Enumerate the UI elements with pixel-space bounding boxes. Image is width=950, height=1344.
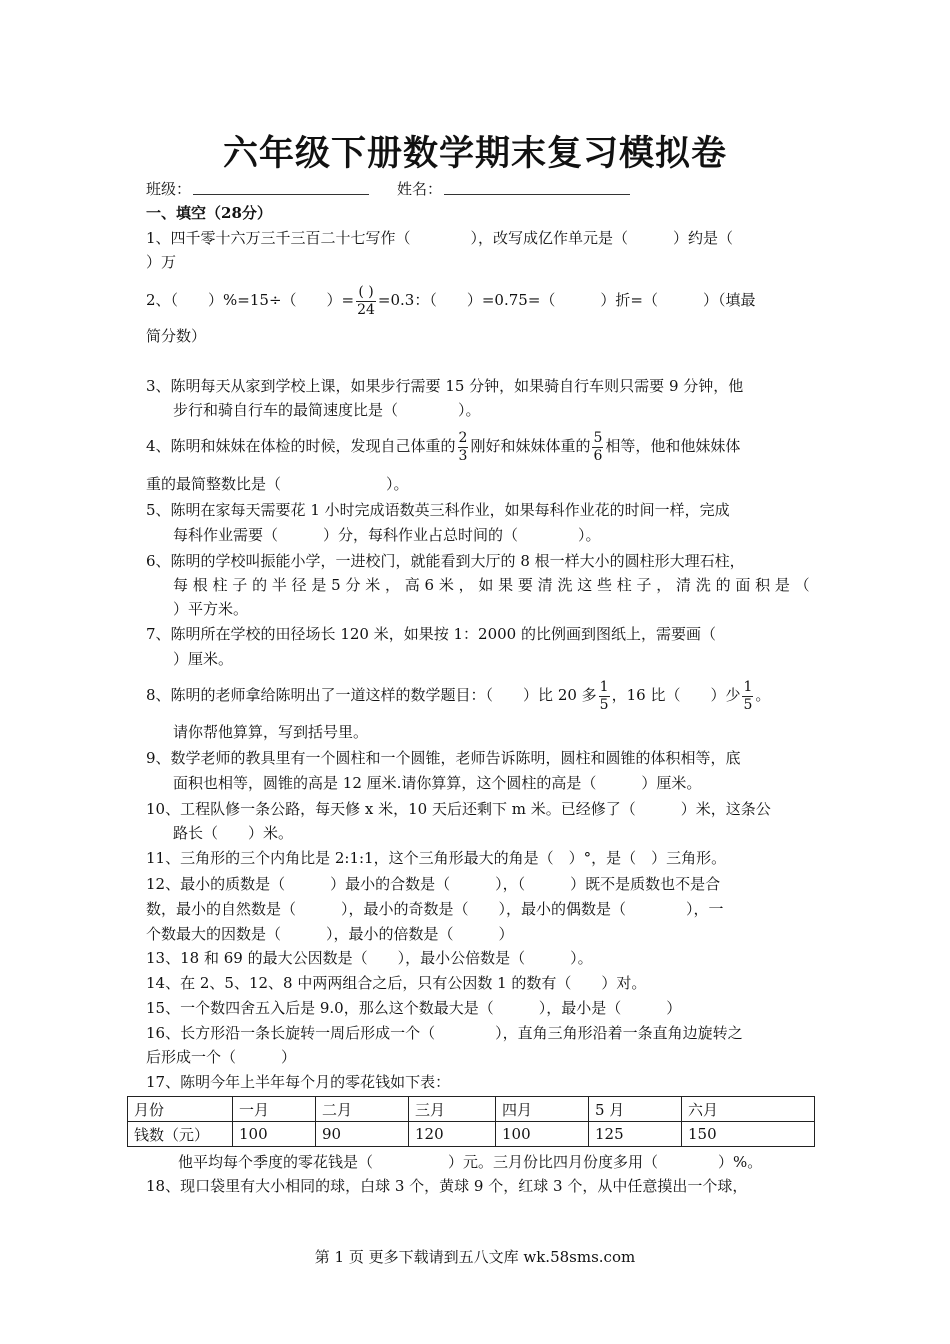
question-5-line-1: 5、陈明在家每天需要花 1 小时完成语数英三科作业，如果每科作业花的时间一样，完成 bbox=[146, 501, 730, 519]
question-16-line-1: 16、长方形沿一条长旋转一周后形成一个（ ），直角三角形沿着一条直角边旋转之 bbox=[146, 1024, 743, 1042]
question-11: 11、三角形的三个内角比是 2:1:1，这个三角形最大的角是（ ）°，是（ ）三角形。 bbox=[146, 849, 727, 867]
class-field-underline[interactable] bbox=[193, 194, 369, 195]
name-label: 姓名： bbox=[397, 180, 443, 198]
question-1-line-2: ）万 bbox=[146, 253, 177, 271]
question-4-line-1: 4、陈明和妹妹在体检的时候，发现自己体重的 $\frac{2}{3}$ 刚好和妹妹体重的 $\frac{5}{6}$ 相等，他和他妹妹体 bbox=[146, 429, 741, 464]
table-cell: 一月 bbox=[233, 1097, 316, 1122]
fraction: $\frac{2}{3}$ bbox=[458, 429, 468, 464]
question-1-line-1: 1、四千零十六万三千三百二十七写作（ ），改写成亿作单元是（ ）约是（ bbox=[146, 229, 734, 247]
table-cell: 5 月 bbox=[589, 1097, 682, 1122]
allowance-table bbox=[127, 1096, 815, 1147]
question-5-line-2: 每科作业需要（ ）分，每科作业占总时间的（ ）。 bbox=[173, 526, 601, 544]
table-cell: 六月 bbox=[682, 1097, 815, 1122]
table-cell: 100 bbox=[496, 1122, 589, 1147]
question-7-line-1: 7、陈明所在学校的田径场长 120 米，如果按 1：2000 的比例画到图纸上，需要画（ bbox=[146, 625, 716, 643]
question-13: 13、18 和 69 的最大公因数是（ ），最小公倍数是（ ）。 bbox=[146, 949, 593, 967]
question-2-line-1 bbox=[146, 280, 755, 320]
table-cell: 月份 bbox=[128, 1097, 233, 1122]
section-heading: 一、填空（28分） bbox=[146, 204, 272, 222]
question-14: 14、在 2、5、12、8 中两两组合之后，只有公因数 1 的数有（ ）对。 bbox=[146, 974, 647, 992]
question-17-followup: 他平均每个季度的零花钱是（ ）元。三月份比四月份度多用（ ）%。 bbox=[178, 1153, 763, 1171]
table-cell: 四月 bbox=[496, 1097, 589, 1122]
question-10-line-1: 10、工程队修一条公路，每天修 x 米，10 天后还剩下 m 米。已经修了（ ）米，这条公 bbox=[146, 800, 771, 818]
question-8-line-2: 请你帮他算算，写到括号里。 bbox=[173, 723, 369, 741]
question-8-line-1: 8、陈明的老师拿给陈明出了一道这样的数学题目：（ ）比 20 多 $\frac{1}{5}$ ，16 比（ ）少 $\frac{1}{5}$ 。 bbox=[146, 678, 771, 713]
table-cell: 钱数（元） bbox=[128, 1122, 233, 1147]
question-15: 15、一个数四舍五入后是 9.0，那么这个数最大是（ ），最小是（ ） bbox=[146, 999, 682, 1017]
page-title: 六年级下册数学期末复习模拟卷 bbox=[222, 133, 727, 174]
fraction: $\frac{1}{5}$ bbox=[743, 678, 753, 713]
question-2-text-a: 2、（ ）%=15÷（ ）= bbox=[146, 291, 355, 309]
table-cell: 150 bbox=[682, 1122, 815, 1147]
question-3-line-2: 步行和骑自行车的最简速度比是（ ）。 bbox=[173, 401, 481, 419]
question-17: 17、陈明今年上半年每个月的零花钱如下表： bbox=[146, 1073, 451, 1091]
question-3-line-1: 3、陈明每天从家到学校上课，如果步行需要 15 分钟，如果骑自行车则只需要 9 分钟，他 bbox=[146, 377, 744, 395]
question-12-line-2: 数，最小的自然数是（ ），最小的奇数是（ ），最小的偶数是（ ），一 bbox=[146, 900, 724, 918]
question-2-text-b: =0.3：（ ）=0.75=（ ）折=（ ）（填最 bbox=[377, 291, 756, 309]
fraction: $\frac{5}{6}$ bbox=[593, 429, 603, 464]
table-cell: 90 bbox=[316, 1122, 409, 1147]
question-6-line-1: 6、陈明的学校叫振能小学，一进校门，就能看到大厅的 8 根一样大小的圆柱形大理石柱， bbox=[146, 552, 745, 570]
name-field-underline[interactable] bbox=[444, 194, 630, 195]
table-cell: 125 bbox=[589, 1122, 682, 1147]
question-10-line-2: 路长（ ）米。 bbox=[173, 824, 294, 842]
question-16-line-2: 后形成一个（ ） bbox=[146, 1048, 297, 1066]
question-7-line-2: ）厘米。 bbox=[173, 650, 234, 668]
question-9-line-1: 9、数学老师的教具里有一个圆柱和一个圆锥，老师告诉陈明，圆柱和圆锥的体积相等，底 bbox=[146, 749, 741, 767]
fraction: $\frac{( )}{24}$ bbox=[357, 283, 375, 318]
fraction: $\frac{1}{5}$ bbox=[599, 678, 609, 713]
question-18: 18、现口袋里有大小相同的球，白球 3 个，黄球 9 个，红球 3 个，从中任意摸出一个球， bbox=[146, 1177, 748, 1195]
table-cell: 三月 bbox=[409, 1097, 496, 1122]
table-row bbox=[128, 1122, 815, 1147]
table-header-row bbox=[128, 1097, 815, 1122]
question-6-line-2: 每 根 柱 子 的 半 径 是 5 分 米 ， 高 6 米 ， 如 果 要 清 洗 这 些 柱 子 ， 清 洗 的 面 积 是 （ bbox=[173, 576, 810, 594]
class-label: 班级： bbox=[146, 180, 192, 198]
table-cell: 二月 bbox=[316, 1097, 409, 1122]
table-cell: 120 bbox=[409, 1122, 496, 1147]
question-12-line-3: 个数最大的因数是（ ），最小的倍数是（ ） bbox=[146, 925, 514, 943]
question-6-line-3: ）平方米。 bbox=[173, 600, 249, 618]
question-12-line-1: 12、最小的质数是（ ）最小的合数是（ ），（ ）既不是质数也不是合 bbox=[146, 875, 721, 893]
question-9-line-2: 面积也相等，圆锥的高是 12 厘米.请你算算，这个圆柱的高是（ ）厘米。 bbox=[173, 774, 702, 792]
question-2-line-2: 简分数） bbox=[146, 327, 207, 345]
page-footer: 第 1 页 更多下载请到五八文库 wk.58sms.com bbox=[314, 1248, 636, 1266]
question-4-line-2: 重的最简整数比是（ ）。 bbox=[146, 475, 409, 493]
table-cell: 100 bbox=[233, 1122, 316, 1147]
